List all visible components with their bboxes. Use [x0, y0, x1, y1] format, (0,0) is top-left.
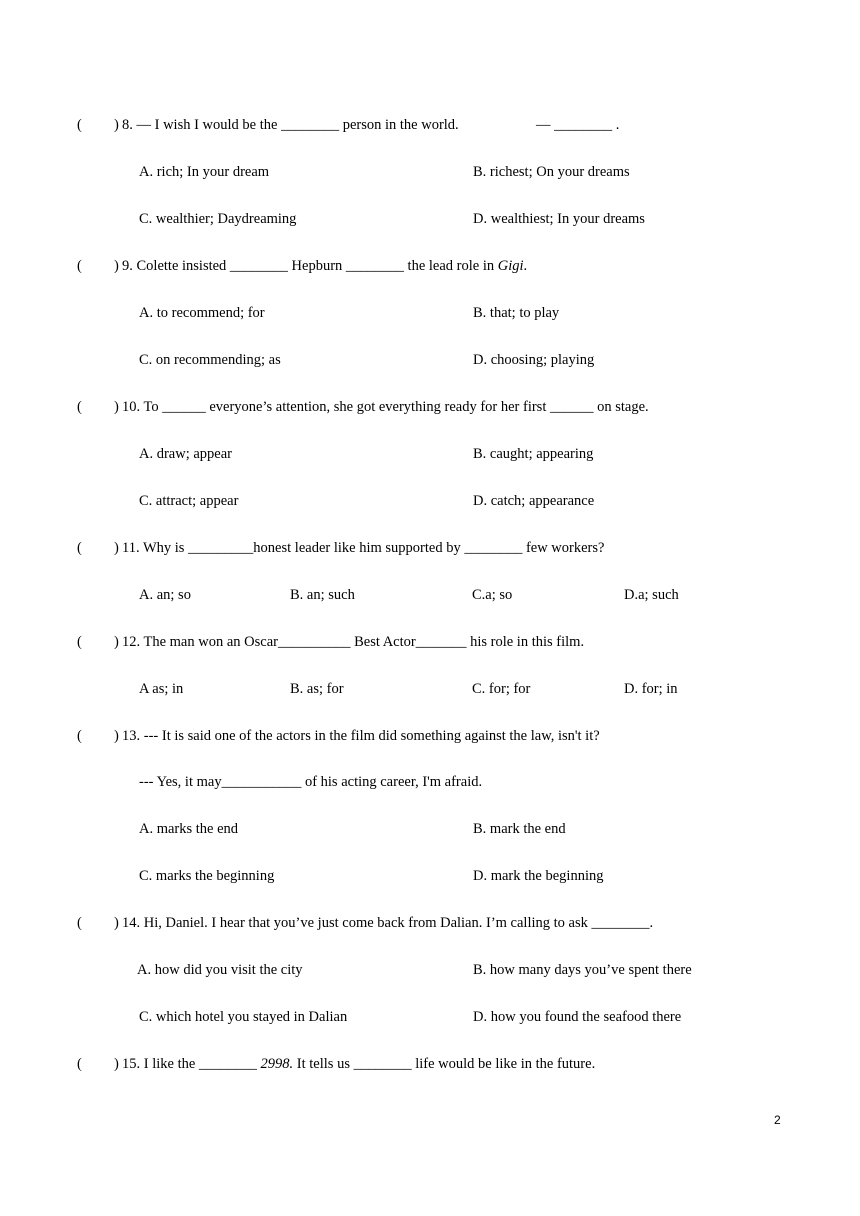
question-stem: 8. — I wish I would be the ________ person in the world.	[122, 117, 459, 133]
option-b: B. as; for	[290, 681, 344, 697]
question-10	[0, 396, 860, 418]
question-11	[0, 537, 860, 559]
question-stem-end: .	[523, 258, 528, 274]
options-row	[0, 678, 860, 700]
option-d: D. catch; appearance	[473, 493, 595, 509]
options-row	[0, 349, 860, 371]
option-a: A. how did you visit the city	[137, 962, 303, 978]
option-c: C. marks the beginning	[139, 868, 275, 884]
question-14	[0, 912, 860, 934]
options-row	[0, 818, 860, 840]
options-row	[0, 208, 860, 230]
option-b: B. caught; appearing	[473, 446, 594, 462]
question-stem	[122, 255, 527, 277]
answer-paren-open: (	[77, 399, 82, 415]
options-row	[0, 1006, 860, 1028]
option-c: C.a; so	[472, 587, 513, 603]
answer-paren-open: (	[77, 728, 82, 744]
option-b: B. how many days you’ve spent there	[473, 962, 692, 978]
option-a: A. an; so	[139, 587, 191, 603]
answer-paren-close: )	[114, 117, 119, 133]
option-d: D. how you found the seafood there	[473, 1009, 682, 1025]
question-stem-text: 15. I like the ________	[122, 1056, 261, 1072]
answer-paren-close: )	[114, 915, 119, 931]
film-title: Gigi	[497, 258, 524, 274]
answer-paren-open: (	[77, 915, 82, 931]
question-8	[0, 114, 860, 136]
options-row	[0, 302, 860, 324]
option-b: B. richest; On your dreams	[473, 164, 630, 180]
option-c: C. which hotel you stayed in Dalian	[139, 1009, 348, 1025]
question-stem-tail: — ________ .	[536, 117, 620, 133]
option-c: C. on recommending; as	[139, 352, 281, 368]
answer-paren-close: )	[114, 540, 119, 556]
film-title: 2998.	[260, 1056, 294, 1072]
option-d: D. choosing; playing	[473, 352, 595, 368]
question-13	[0, 725, 860, 747]
dialogue-reply: --- Yes, it may___________ of his acting career, I'm afraid.	[139, 774, 483, 790]
answer-paren-close: )	[114, 1056, 119, 1072]
option-d: D. mark the beginning	[473, 868, 604, 884]
option-b: B. an; such	[290, 587, 355, 603]
answer-paren-close: )	[114, 728, 119, 744]
options-row	[0, 865, 860, 887]
options-row	[0, 161, 860, 183]
answer-paren-close: )	[114, 399, 119, 415]
answer-paren-open: (	[77, 634, 82, 650]
option-a: A as; in	[139, 681, 184, 697]
question-stem: 11. Why is _________honest leader like him supported by ________ few workers?	[122, 540, 605, 556]
option-a: A. draw; appear	[139, 446, 232, 462]
question-stem-end: It tells us ________ life would be like in the future.	[293, 1056, 596, 1072]
question-15	[0, 1053, 860, 1075]
question-stem: 12. The man won an Oscar__________ Best Actor_______ his role in this film.	[122, 634, 585, 650]
option-d: D. for; in	[624, 681, 678, 697]
option-c: C. attract; appear	[139, 493, 239, 509]
page-number: 2	[774, 1113, 781, 1127]
question-stem	[122, 1053, 595, 1075]
option-a: A. to recommend; for	[139, 305, 265, 321]
options-row	[0, 443, 860, 465]
answer-paren-open: (	[77, 258, 82, 274]
option-b: B. that; to play	[473, 305, 560, 321]
question-9	[0, 255, 860, 277]
option-a: A. marks the end	[139, 821, 239, 837]
option-d: D.a; such	[624, 587, 679, 603]
options-row	[0, 959, 860, 981]
question-stem-text: 9. Colette insisted ________ Hepburn ________ the lead role in	[122, 258, 498, 274]
option-a: A. rich; In your dream	[139, 164, 270, 180]
question-stem: 14. Hi, Daniel. I hear that you’ve just come back from Dalian. I’m calling to ask ________.	[122, 915, 654, 931]
option-c: C. for; for	[472, 681, 531, 697]
option-c: C. wealthier; Daydreaming	[139, 211, 297, 227]
answer-paren-close: )	[114, 634, 119, 650]
options-row	[0, 584, 860, 606]
answer-paren-open: (	[77, 540, 82, 556]
answer-paren-open: (	[77, 1056, 82, 1072]
question-stem: 13. --- It is said one of the actors in the film did something against the law, isn't it?	[122, 728, 600, 744]
option-d: D. wealthiest; In your dreams	[473, 211, 645, 227]
question-12	[0, 631, 860, 653]
answer-paren-open: (	[77, 117, 82, 133]
options-row	[0, 490, 860, 512]
option-b: B. mark the end	[473, 821, 566, 837]
dialogue-line	[0, 771, 860, 793]
question-stem: 10. To ______ everyone’s attention, she got everything ready for her first ______ on stage.	[122, 399, 649, 415]
answer-paren-close: )	[114, 258, 119, 274]
